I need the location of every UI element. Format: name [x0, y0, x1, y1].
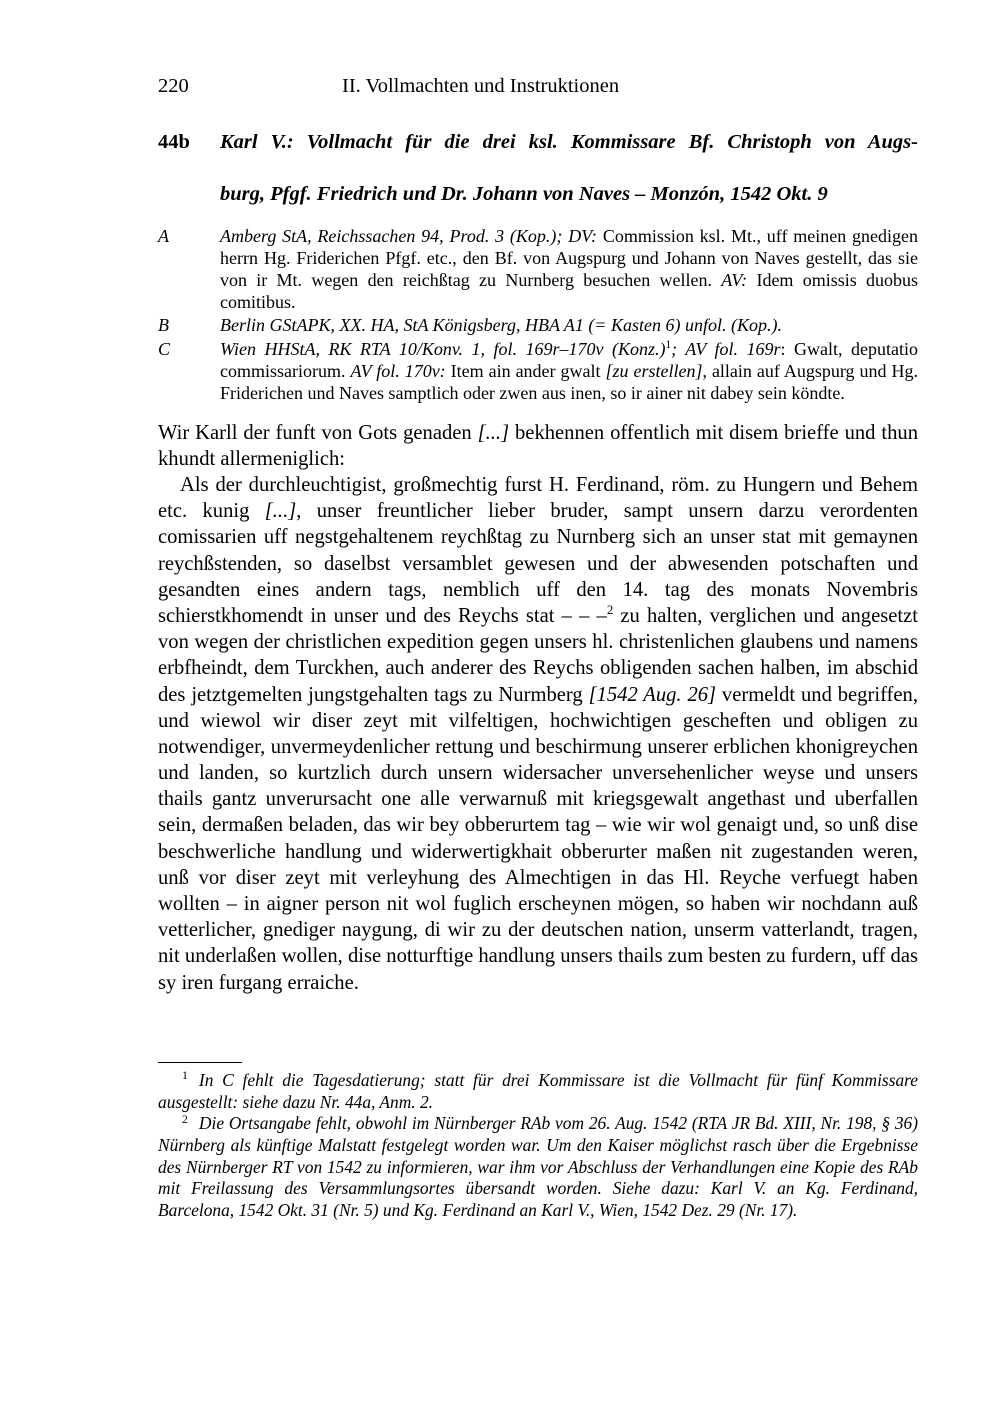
source-av-label: AV fol. 170v:: [350, 360, 446, 381]
footnote-ref-2[interactable]: 2: [606, 603, 614, 618]
footnote-ref-1[interactable]: 1: [665, 338, 672, 351]
paragraph-2-segment-3: zu halten, verglichen und angesetzt von wegen der christlichen expedition gegen unsers hl. christenlichen glaubens und namens erbfheindt, dem Turckhen, auch anderer des Reychs obligenden sachen halben, im abschid des jetztgemelten jungstgehalten tags zu Nurmberg: [158, 604, 918, 706]
document-number: 44b: [158, 130, 190, 153]
footnote-separator-rule: [158, 1062, 242, 1063]
source-body: [220, 314, 918, 336]
footnote-text: In C fehlt die Tagesdatierung; statt für drei Kommissare ist die Vollmacht für fünf Kommissare ausgestellt: siehe dazu Nr. 44a, Anm. 2.: [158, 1070, 918, 1112]
footnote-1: [158, 1070, 918, 1113]
source-editorial-bracket: [zu erstellen]: [605, 360, 703, 381]
source-av-ref: ; AV fol. 169r: [671, 338, 781, 359]
source-shelfmark: Amberg StA, Reichssachen 94, Prod. 3 (Kop.); DV:: [220, 226, 598, 247]
source-sigil: B: [158, 315, 169, 336]
source-av-label: AV:: [721, 270, 748, 291]
body-paragraph-1: [158, 420, 918, 472]
source-entry-a: [158, 225, 918, 313]
running-head-title: II. Vollmachten und Instruktionen: [342, 75, 620, 97]
footnote-text: Die Ortsangabe fehlt, obwohl im Nürnberger RAb vom 26. Aug. 1542 (RTA JR Bd. XIII, Nr. 198, § 36) Nürnberg als künftige Malstatt festgelegt worden war. Um den Kaiser möglichst rasch über die Ergebnisse des Nürnberger RT von 1542 zu informieren, war ihm vor Abschluss der Verhandlungen eine Kopie des RAb mit Freilassung des Versammlungsortes übersandt worden. Siehe dazu: Karl V. an Kg. Ferdinand, Barcelona, 1542 Okt. 31 (Nr. 5) und Kg. Ferdinand an Karl V., Wien, 1542 Dez. 29 (Nr. 17).: [158, 1113, 918, 1220]
document-title-text: [220, 129, 918, 208]
source-entry-b: [158, 314, 918, 336]
paragraph-2-segment-1: Als der durchleuchtigist, großmechtig furst H. Ferdinand, röm. zu Hungern und Behem etc. kunig: [158, 474, 918, 523]
source-body: [220, 225, 918, 313]
body-paragraph-2: [158, 472, 918, 996]
paragraph-2-segment-4: vermeldt und begriffen, und wiewol wir diser zeyt mit vilfeltigen, hochwichtigen gescheften und obligen zu notwendiger, unvermeydenlicher rettung und beschirmung unserer erblichen khonigreychen und landen, so kurtzlich durch unsern widersacher unversehenlicher weyse und unsers thails gantz unverursacht one alle verwarnuß mit kriegsgewalt angethast und uberfallen sein, dermaßen beladen, das wir bey obberurtem tag – wie wir wol genaigt und, so unß dise beschwerliche handlung und widerwertigkhait obberurter maßen nit zugestanden weren, unß vor diser zeyt mit verleyhung des Almechtigen in das Hl. Reyche verfuegt haben wollten – in aigner person nit wol fuglich erscheynen mögen, so haben wir nochdann auß vetterlicher, gnediger naygung, di wir zu der deutschen nation, unserm vatterlandt, tragen, nit underlaßen wollen, dise notturftige handlung unsers thails zum besten zu furdern, uff das sy iren furgang erraiche.: [158, 683, 918, 994]
footnote-2: [158, 1113, 918, 1221]
document-title-line-2: burg, Pfgf. Friedrich und Dr. Johann von Naves – Monzón, 1542 Okt. 9: [220, 183, 828, 206]
footnote-apparatus: [158, 1062, 918, 1222]
editorial-date-bracket: [1542 Aug. 26]: [588, 683, 717, 706]
source-apparatus: [158, 225, 918, 403]
source-tail-text: , allain auf Augspurg und Hg. Friderichen und Naves samptlich oder zwen aus inen, so ir ainer nit dabey sein köndte.: [220, 360, 918, 403]
source-av-text: Item ain ander gwalt: [445, 360, 606, 381]
source-sigil: A: [158, 226, 169, 247]
source-body: [220, 338, 918, 404]
footnote-number: 2: [182, 1111, 188, 1126]
page-content: [158, 74, 918, 996]
source-description: Commission ksl. Mt., uff meinen gnedigen herrn Hg. Friderichen Pfgf. etc., den Bf. von Augspurg und Johann von Naves gestellt, das sie von ir Mt. wegen den reichßtag zu Nurnberg besuchen wellen.: [220, 226, 918, 291]
paragraph-1-segment-1: Wir Karll der funft von Gots genaden: [158, 421, 478, 444]
source-sigil: C: [158, 338, 171, 359]
source-shelfmark: Berlin GStAPK, XX. HA, StA Königsberg, HBA A1 (= Kasten 6) unfol. (Kop.).: [220, 315, 782, 336]
document-title-line-1: Karl V.: Vollmacht für die drei ksl. Kommissare Bf. Christoph von Augs-: [220, 130, 918, 153]
source-shelfmark: Wien HHStA, RK RTA 10/Konv. 1, fol. 169r–170v (Konz.): [220, 338, 666, 359]
footnote-number: 1: [182, 1068, 188, 1083]
running-head: [158, 74, 918, 99]
document-title: [158, 129, 918, 208]
lacuna-dashes: – – –: [561, 604, 607, 627]
page-number: 220: [158, 75, 189, 97]
paragraph-1-segment-2: bekhennen offentlich mit disem brieffe und thun khundt allermeniglich:: [158, 421, 918, 470]
editorial-ellipsis: [...]: [264, 500, 297, 523]
source-av-text: Idem omissis duobus comitibus.: [220, 270, 918, 313]
source-description: : Gwalt, deputatio commissariorum.: [220, 338, 918, 381]
editorial-ellipsis: [...]: [477, 421, 510, 444]
source-entry-c: [158, 338, 918, 404]
document-body: [158, 420, 918, 996]
paragraph-2-segment-2: , unser freuntlicher lieber bruder, sampt unsern darzu verordenten comissarien uff negstgehaltenem reychßtag zu Nurnberg sich an unser stat mit gemaynen reychßstenden, so daselbst versamblet gewesen und der abwesenden potschaften und gesandten eines andern tags, nemblich uff den 14. tag des monats Novembris schierstkhomendt in unser und des Reychs stat: [158, 500, 918, 627]
